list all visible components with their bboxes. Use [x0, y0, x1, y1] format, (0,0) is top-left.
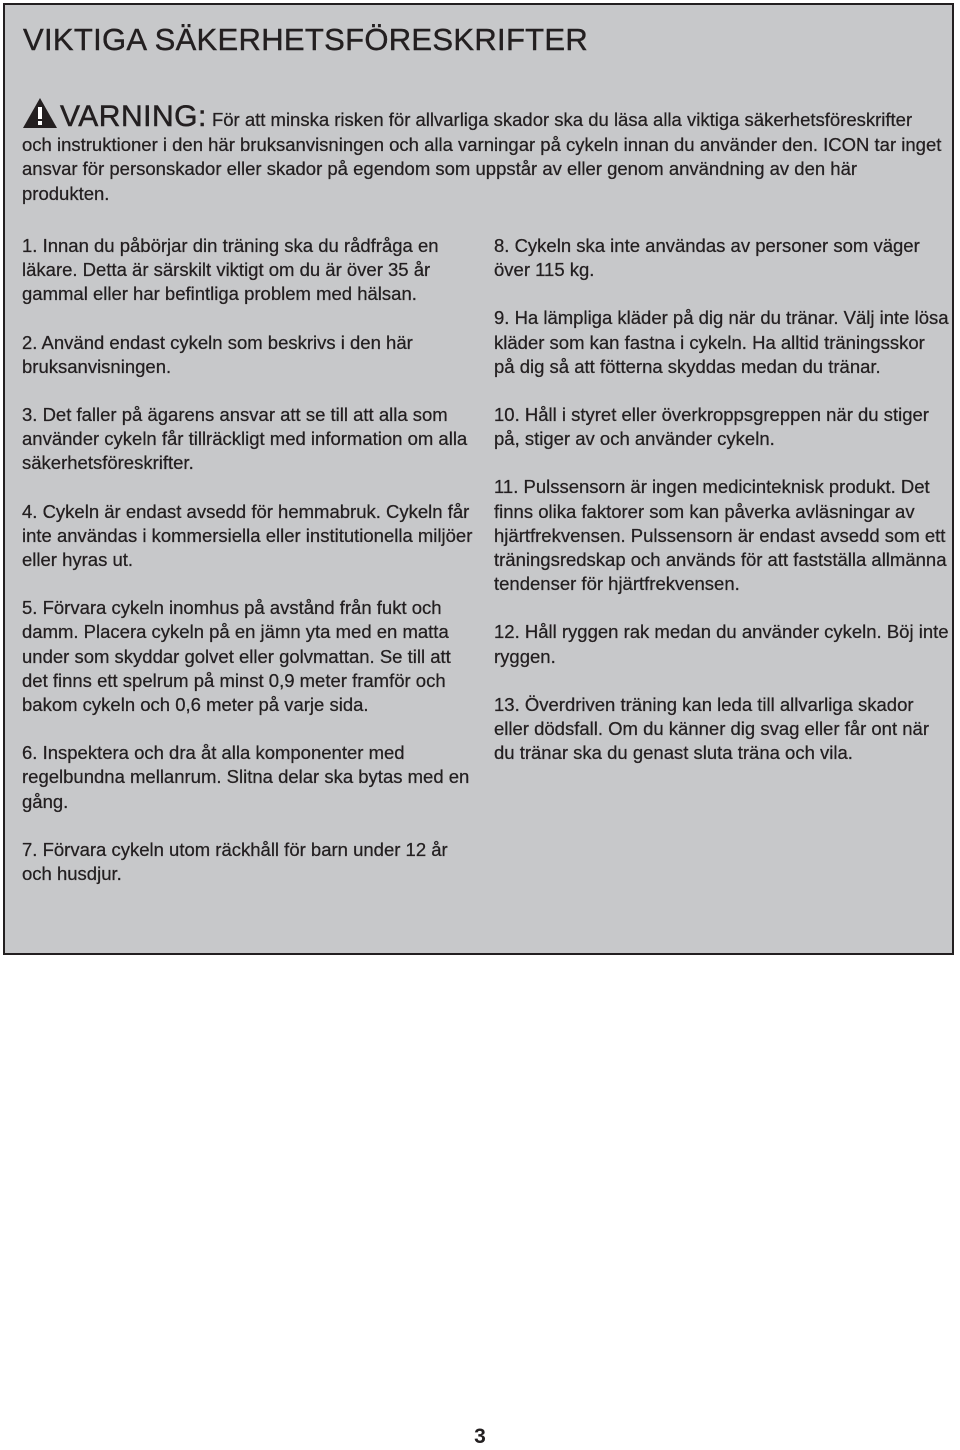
warning-text: För att minska risken för allvarliga skador ska du läsa alla viktiga säkerhetsföreskrifter och instruktioner i den här bruksanvisningen och alla varningar på cykeln innan du använder den. ICON tar inget ansvar för personskador eller skador på egendom som uppstår av eller genom användning av den här produkten.: [22, 109, 942, 204]
safety-item-11: 11. Pulssensorn är ingen medicinteknisk produkt. Det finns olika faktorer som kan påverka avläsningar av hjärtfrekvensen. Pulssensorn är endast avsedd som ett träningsredskap och används för att fastställa allmänna tendenser för hjärtfrekvensen.: [494, 476, 947, 595]
warning-triangle-icon: [22, 97, 58, 129]
warning-label: VARNING:: [60, 100, 207, 133]
safety-item-9: 9. Ha lämpliga kläder på dig när du tränar. Välj inte lösa kläder som kan fastna i cykeln. Ha alltid träningsskor på dig så att fötterna skyddas medan du tränar.: [494, 307, 949, 377]
left-column: [22, 234, 474, 910]
safety-item-3: 3. Det faller på ägarens ansvar att se till att alla som använder cykeln får tillräckligt med information om alla säkerhetsföreskrifter.: [22, 404, 468, 474]
safety-item-2: 2. Använd endast cykeln som beskrivs i den här bruksanvisningen.: [22, 331, 413, 377]
safety-item-7: 7. Förvara cykeln utom räckhåll för barn under 12 år och husdjur.: [22, 838, 448, 885]
warning-paragraph: [22, 97, 942, 206]
safety-item-12: 12. Håll ryggen rak medan du använder cykeln. Böj inte ryggen.: [494, 621, 949, 667]
safety-item-10: 10. Håll i styret eller överkroppsgreppen när du stiger på, stiger av och använder cykeln.: [494, 404, 929, 450]
page-number: 3: [474, 1425, 486, 1448]
safety-item-5: 5. Förvara cykeln inomhus på avstånd från fukt och damm. Placera cykeln på en jämn yta med en matta under som skyddar golvet eller golvmattan. Se till att det finns ett spelrum på minst 0,9 meter framför och bakom cykeln och 0,6 meter på varje sida.: [22, 597, 451, 716]
safety-item-8: 8. Cykeln ska inte användas av personer som väger över 115 kg.: [494, 235, 920, 281]
safety-item-13: 13. Överdriven träning kan leda till allvarliga skador eller dödsfall. Om du känner dig svag eller får ont när du tränar ska du genast sluta träna och vila.: [494, 693, 929, 764]
safety-item-6: 6. Inspektera och dra åt alla komponenter med regelbundna mellanrum. Slitna delar ska bytas med en gång.: [22, 742, 470, 812]
page-title: VIKTIGA SÄKERHETSFÖRESKRIFTER: [23, 22, 589, 57]
safety-item-4: 4. Cykeln är endast avsedd för hemmabruk. Cykeln får inte användas i kommersiella eller institutionella miljöer eller hyras ut.: [22, 500, 473, 571]
right-column: [494, 234, 949, 789]
safety-panel: [3, 3, 954, 955]
safety-item-1: 1. Innan du påbörjar din träning ska du rådfråga en läkare. Detta är särskilt viktigt om du är över 35 år gammal eller har befintliga problem med hälsan.: [22, 235, 439, 305]
